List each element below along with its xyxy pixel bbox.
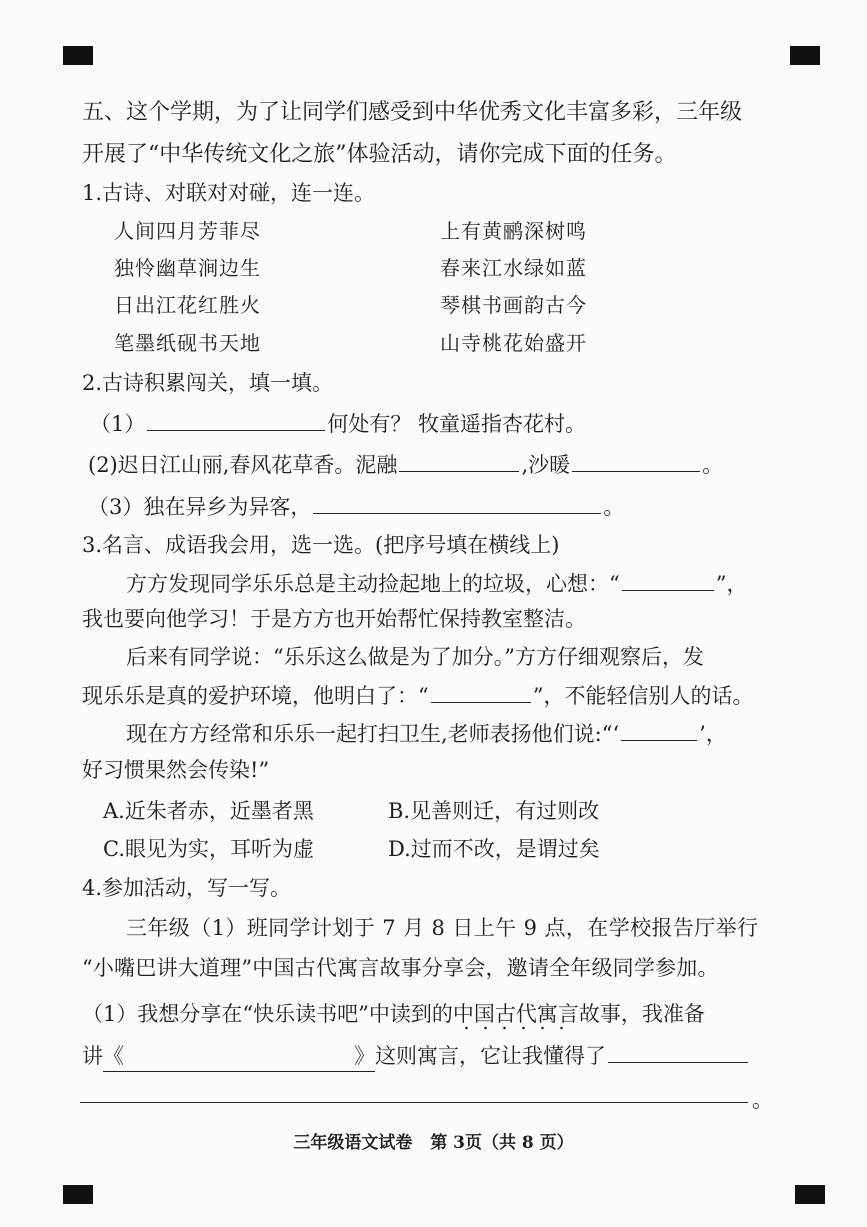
- q3-heading: 3.名言、成语我会用，选一选。(把序号填在横线上): [82, 533, 560, 557]
- q3-paragraph2-line2: [82, 680, 753, 711]
- q4-item1-line2-text-b: 这则寓言，它让我懂得了: [375, 1044, 606, 1068]
- q2-item2-text-b: ,沙暖: [521, 453, 571, 477]
- q4-heading: 4.参加活动，写一写。: [82, 876, 292, 900]
- q3-paragraph2-line1: 后来有同学说：“乐乐这么做是为了加分。”方方仔细观察后，发: [126, 645, 704, 669]
- q4-end-period: 。: [752, 1088, 773, 1112]
- q3-paragraph3-line1: [126, 718, 727, 749]
- q3-p3-text-a: 现在方方经常和乐乐一起打扫卫生,老师表扬他们说:“‘: [126, 722, 620, 746]
- q4-intro-line1: 三年级（1）班同学计划于 7 月 8 日上午 9 点，在学校报告厅举行: [126, 916, 759, 940]
- q4-lesson-answer-blank[interactable]: [608, 1040, 748, 1063]
- q4-item1-text-a: （1）我想分享在“快乐读书吧”中读到的: [82, 1002, 453, 1026]
- q4-answer-line[interactable]: [80, 1102, 748, 1103]
- q2-item3-number: （3）: [88, 495, 144, 519]
- q3-p1-text-a: 方方发现同学乐乐总是主动捡起地上的垃圾，心想：“: [126, 572, 620, 596]
- registration-mark-bottom-left: [63, 1185, 93, 1204]
- q1-left-item[interactable]: 日出江花红胜火: [114, 293, 261, 317]
- q3-p1-answer-blank[interactable]: [622, 568, 714, 591]
- page-footer: [0, 1128, 867, 1153]
- q2-item3-answer-blank[interactable]: [313, 491, 601, 514]
- q4-book-open-bracket: 《: [103, 1044, 124, 1068]
- q2-item2: [88, 449, 723, 480]
- q1-right-item[interactable]: 上有黄鹂深树鸣: [440, 219, 587, 243]
- registration-mark-top-right: [790, 46, 820, 65]
- q3-paragraph3-line2: 好习惯果然会传染!”: [82, 758, 270, 782]
- q1-left-item[interactable]: 笔墨纸砚书天地: [114, 331, 261, 355]
- q4-item1-line2: [82, 1040, 750, 1072]
- q2-item1-number: （1）: [90, 412, 146, 436]
- q3-p3-text-b: ’，: [699, 722, 727, 746]
- footer-subject: 三年级语文试卷: [293, 1133, 413, 1153]
- q3-p2-text-b: ”，不能轻信别人的话。: [532, 684, 754, 708]
- registration-mark-bottom-right: [795, 1185, 825, 1204]
- q2-item3-text: 独在异乡为异客，: [143, 495, 312, 519]
- q1-right-item[interactable]: 琴棋书画韵古今: [440, 293, 587, 317]
- q3-p3-answer-blank[interactable]: [621, 718, 697, 741]
- q3-p1-text-b: ”，: [715, 572, 748, 596]
- q2-item1-answer-blank[interactable]: [147, 408, 325, 431]
- footer-page-number: 第 3页（共 8 页）: [430, 1133, 574, 1153]
- q3-p2-text-a: 现乐乐是真的爱护环境，他明白了：“: [82, 684, 429, 708]
- q3-option-c: C.眼见为实，耳听为虚: [103, 837, 314, 861]
- section-title-line2: 开展了“中华传统文化之旅”体验活动，请你完成下面的任务。: [82, 142, 677, 167]
- q3-option-d: D.过而不改，是谓过矣: [388, 837, 600, 861]
- q4-item1-emphasis-text: 中国古代寓言: [453, 1002, 579, 1031]
- q2-item3-end: 。: [603, 495, 625, 519]
- q4-item1-text-b: 故事，我准备: [578, 1002, 705, 1026]
- q4-item1-line1: [82, 999, 705, 1029]
- registration-mark-top-left: [63, 46, 93, 65]
- q3-paragraph1-line1: [126, 568, 747, 599]
- section-title-line1: 五、这个学期，为了让同学们感受到中华优秀文化丰富多彩，三年级: [82, 100, 743, 125]
- q3-p2-answer-blank[interactable]: [431, 680, 531, 703]
- q2-item3: [88, 491, 624, 522]
- q2-item2-answer-blank-1[interactable]: [399, 449, 519, 472]
- q2-item2-answer-blank-2[interactable]: [572, 449, 700, 472]
- q2-item2-number: (2): [88, 453, 118, 477]
- q3-paragraph1-line2: 我也要向他学习！于是方方也开始帮忙保持教室整洁。: [82, 607, 586, 631]
- q1-right-item[interactable]: 春来江水绿如蓝: [440, 256, 587, 280]
- q2-item1-text: 何处有？ 牧童遥指杏花村。: [327, 412, 587, 436]
- q3-option-a: A.近朱者赤，近墨者黑: [103, 799, 314, 823]
- q4-item1-line2-text-a: 讲: [82, 1044, 103, 1068]
- q2-item1: [90, 408, 586, 439]
- q1-left-item[interactable]: 独怜幽草涧边生: [114, 256, 261, 280]
- q2-item2-text-c: 。: [702, 453, 724, 477]
- q4-intro-line2: “小嘴巴讲大道理”中国古代寓言故事分享会，邀请全年级同学参加。: [82, 956, 719, 980]
- q1-heading: 1.古诗、对联对对碰，连一连。: [82, 181, 376, 205]
- q4-book-close-bracket: 》: [354, 1044, 375, 1068]
- q2-item2-text-a: 迟日江山丽,春风花草香。泥融: [117, 453, 398, 477]
- q1-left-item[interactable]: 人间四月芳菲尽: [114, 219, 261, 243]
- q4-book-title-blank[interactable]: [103, 1041, 375, 1072]
- q2-heading: 2.古诗积累闯关，填一填。: [82, 371, 334, 395]
- q1-right-item[interactable]: 山寺桃花始盛开: [440, 331, 587, 355]
- q3-option-b: B.见善则迁，有过则改: [388, 799, 600, 823]
